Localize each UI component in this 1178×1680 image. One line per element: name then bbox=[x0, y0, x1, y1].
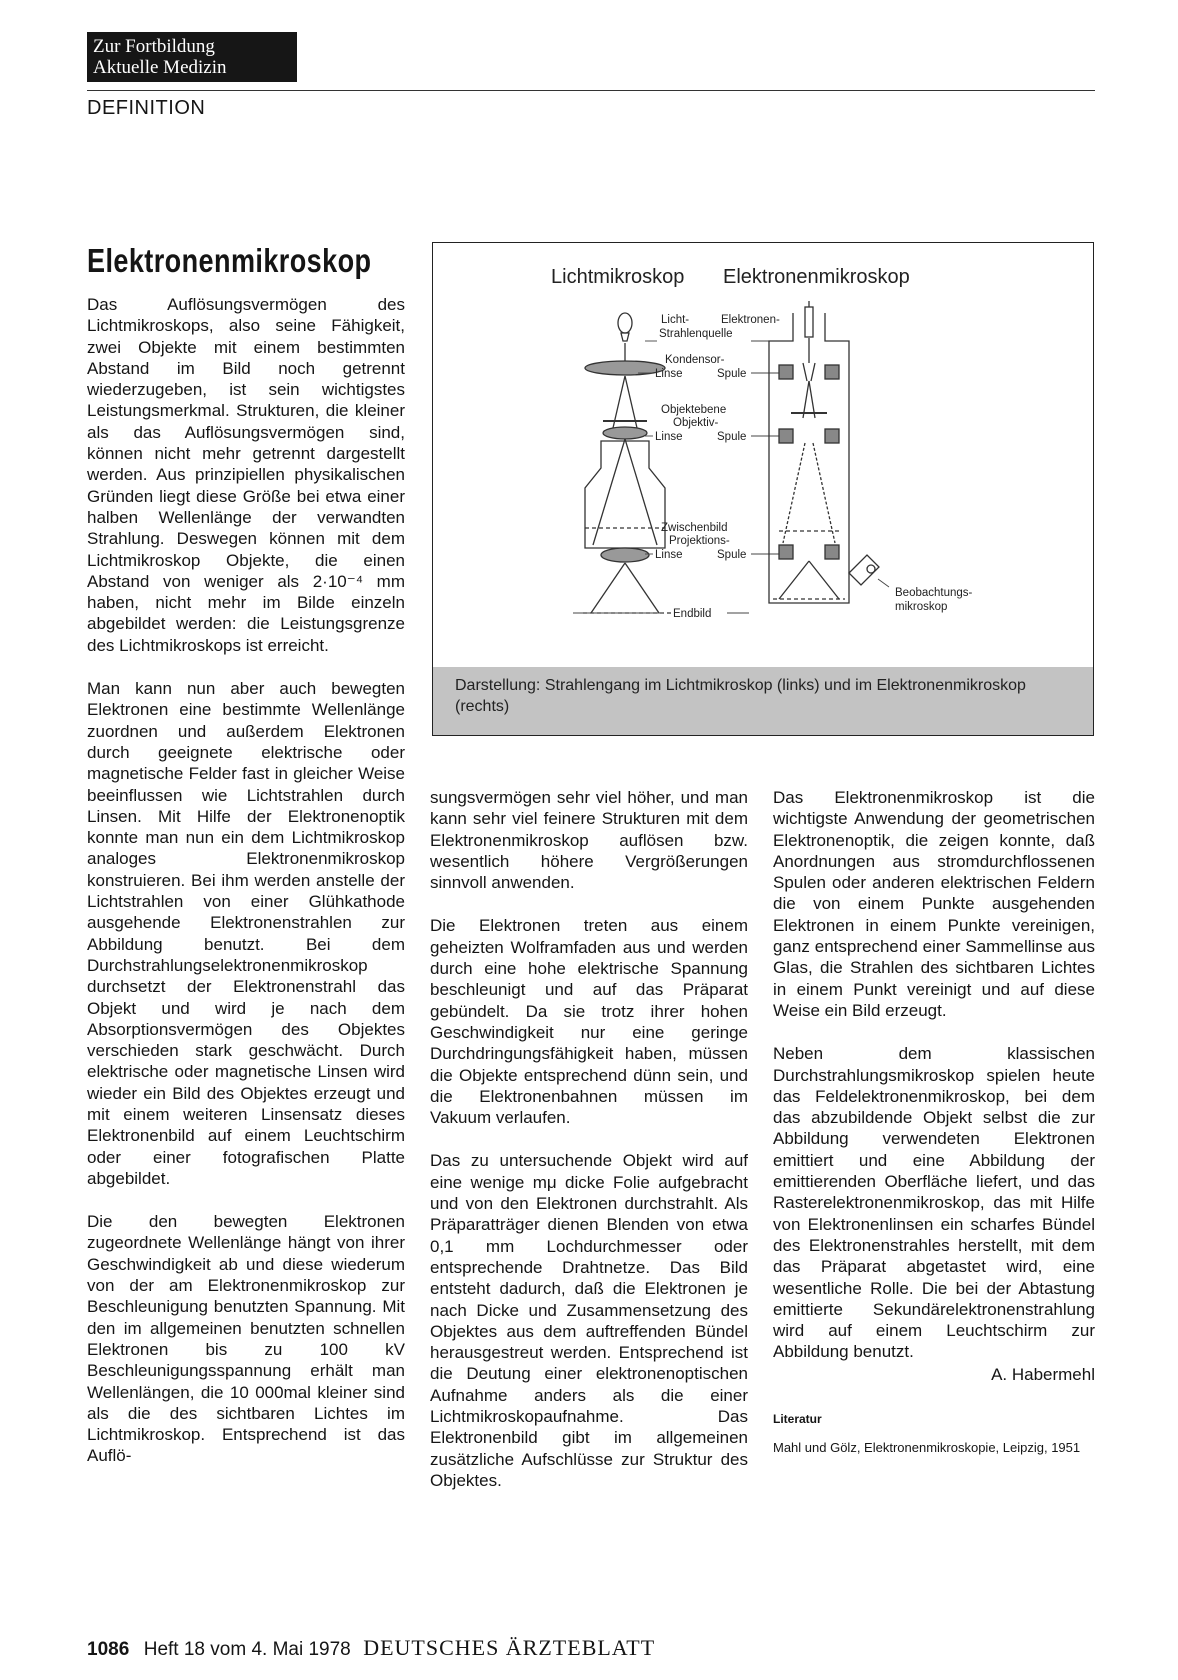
light-bulb-icon bbox=[618, 313, 632, 333]
label-final-image: Endbild bbox=[673, 608, 712, 620]
label-projection: Projektions- bbox=[669, 535, 730, 547]
label-condensor-lens: Linse bbox=[655, 368, 683, 380]
electron-ray bbox=[779, 561, 809, 599]
issue-info: Heft 18 vom 4. Mai 1978 bbox=[143, 1639, 351, 1660]
electron-ray bbox=[809, 561, 839, 599]
page-number: 1086 bbox=[87, 1639, 130, 1660]
light-ray bbox=[625, 563, 659, 613]
label-projection-lens: Linse bbox=[655, 549, 683, 561]
electron-ray bbox=[813, 443, 835, 543]
label-condensor-coil: Spule bbox=[717, 368, 747, 380]
electron-gun bbox=[805, 307, 813, 337]
electron-ray bbox=[783, 443, 805, 543]
figure-caption: Darstellung: Strahlengang im Lichtmikroskop (links) und im Elektronenmikroskop (rechts) bbox=[433, 667, 1093, 735]
label-source-light: Licht- bbox=[661, 314, 690, 326]
paragraph: Das Elektronenmikroskop ist die wichtigste Anwendung der geometrischen Elektronenoptik, die zeigen konnte, daß Anordnungen aus stromdurchflossenen Spulen oder anderen elektrischen Feldern die von einem Punkte ausgehenden Elektronen in einem Punkte vereinigen, ganz entsprechend einer Sammellinse aus Glas, die Strahlen des sichtbaren Lichtes in einem Punkt vereinigt und auf diese Weise ein Bild erzeugt. bbox=[773, 788, 1095, 1020]
header-rule bbox=[87, 90, 1095, 91]
literature-heading: Literatur bbox=[773, 1412, 822, 1427]
label-objective-coil: Spule bbox=[717, 431, 747, 443]
electron-ray bbox=[803, 363, 807, 381]
right-column bbox=[773, 787, 1095, 1456]
microscope-diagram bbox=[433, 243, 1095, 669]
paragraph: Man kann nun aber auch bewegten Elektronen eine bestimmte Wellenlänge zuordnen und außerdem Elektronen durch geeignete elektrische oder magnetische Felder fast in gleicher Weise beeinflussen wie Lichtstrahlen durch Linsen. Mit Hilfe der Elektronenoptik konnte man nun ein dem Lichtmikroskop analoges Elektronenmikroskop konstruieren. Bei ihm werden anstelle der Lichtstrahlen von einer Glühkathode ausgehende Elektronenstrahlen zur Abbildung benutzt. Bei dem Durchstrahlungselektronenmikroskop durchsetzt der Elektronenstrahl das Objekt und wird je nach dem Absorptionsvermögen des Objektes verschieden stark geschwächt. Durch elektrische oder magnetische Linsen wird wieder ein Bild des Objektes erzeugt und mit einem weiteren Linsensatz dieses Elektronenbild auf einem Leuchtschirm oder einer fotografischen Platte abgebildet. bbox=[87, 679, 405, 1188]
label-source-electron: Elektronen- bbox=[721, 314, 780, 326]
condensor-coil-right bbox=[825, 365, 839, 379]
middle-column bbox=[430, 787, 748, 1491]
label-source: Strahlenquelle bbox=[659, 328, 733, 340]
paragraph: Die den bewegten Elektronen zugeordnete Wellenlänge hängt von ihrer Geschwindigkeit ab und diese wiederum von der am Elektronenmikroskop zur Beschleunigung benutzten Spannung. Mit den im allgemeinen benutzten schnellen Elektronen bis zu 100 kV Beschleunigungsspannung erhält man Wellenlängen, die 10 000mal kleiner sind als die des sichtbaren Lichtes im Lichtmikroskop. Entsprechend ist das Auflö- bbox=[87, 1212, 405, 1466]
figure bbox=[432, 242, 1094, 736]
literature-entry: Mahl und Gölz, Elektronenmikroskopie, Leipzig, 1951 bbox=[773, 1440, 1081, 1456]
paragraph: Das zu untersuchende Objekt wird auf eine wenige mμ dicke Folie aufgebracht und von den Elektronen durchstrahlt. Als Präparatträger dienen Blenden von etwa 0,1 mm Lochdurchmesser oder entsprechende Drahtnetze. Das Bild entsteht dadurch, daß die Elektronen je nach Dicke und Zusammensetzung des Objektes aus dem auftreffenden Bündel herausgestreut werden. Entsprechend ist die Deutung einer elektronenoptischen Aufnahme anders als die einer Lichtmikroskopaufnahme. Das Elektronenbild gibt im allgemeinen zusätzliche Aufschlüsse zur Struktur des Objektes. bbox=[430, 1151, 748, 1490]
light-ray bbox=[625, 439, 657, 545]
section-label-line1: Zur Fortbildung bbox=[93, 36, 215, 57]
paragraph: Neben dem klassischen Durchstrahlungsmikroskop spielen heute das Feldelektronenmikroskop, bei dem das abzubildende Objekt selbst die zur Abbildung verwendeten Elektronen emittiert und eine Abbildung der emittierenden Oberfläche liefert, und das Rasterelektronenmikroskop, das mit Hilfe von Elektronenlinsen ein scharfes Bündel des Elektronenstrahles herstellt, mit dem das Präparat abgetastet wird, eine wesentliche Rolle. Die bei der Abtastung emittierte Sekundärelektronenstrahlung wird auf einem Leuchtschirm zur Abbildung benutzt. bbox=[773, 1044, 1095, 1362]
page-footer bbox=[87, 1635, 655, 1661]
label-condensor: Kondensor- bbox=[665, 354, 725, 366]
objective-lens-light bbox=[603, 427, 647, 439]
figure-title-electron: Elektronenmikroskop bbox=[723, 266, 910, 288]
paragraph: Die Elektronen treten aus einem geheizten Wolframfaden aus und werden durch eine hohe elektrische Spannung beschleunigt und auf das Präparat gebündelt. Da sie trotz ihrer hohen Geschwindigkeit nur eine geringe Durchdringungsfähigkeit haben, müssen die Objekte entsprechend dünn sein, und die Elektronenbahnen müssen im Vakuum verlaufen. bbox=[430, 916, 748, 1128]
light-ray bbox=[593, 439, 625, 545]
label-object-plane: Objektebene bbox=[661, 404, 727, 416]
figure-title-light: Lichtmikroskop bbox=[551, 266, 685, 288]
label-observation-microscope: mikroskop bbox=[895, 601, 948, 613]
label-objective-lens: Linse bbox=[655, 431, 683, 443]
objective-coil-right bbox=[825, 429, 839, 443]
projection-lens-light bbox=[601, 548, 649, 562]
journal-name: DEUTSCHES ÄRZTEBLATT bbox=[363, 1635, 656, 1660]
observation-eyepiece bbox=[867, 565, 875, 573]
objective-coil-left bbox=[779, 429, 793, 443]
label-objective: Objektiv- bbox=[673, 417, 719, 429]
leader-lines bbox=[573, 341, 889, 613]
left-column bbox=[87, 294, 405, 1467]
paragraph: sungsvermögen sehr viel höher, und man kann sehr viel feinere Strukturen mit dem Elektronenmikroskop auflösen bzw. wesentlich höhere Vergrößerungen sinnvoll anwenden. bbox=[430, 788, 748, 893]
category-label: DEFINITION bbox=[87, 97, 206, 119]
author-signature: A. Habermehl bbox=[991, 1364, 1095, 1384]
label-intermediate-image: Zwischenbild bbox=[661, 522, 728, 534]
light-microscope-drawing bbox=[583, 313, 673, 613]
section-badge bbox=[87, 32, 297, 82]
label-projection-coil: Spule bbox=[717, 549, 747, 561]
section-label-line2: Aktuelle Medizin bbox=[93, 57, 227, 78]
article-title: Elektronenmikroskop bbox=[87, 242, 372, 279]
projection-coil-left bbox=[779, 545, 793, 559]
electron-ray bbox=[811, 363, 815, 381]
electron-microscope-drawing bbox=[769, 301, 879, 603]
bulb-base bbox=[621, 333, 629, 341]
condensor-coil-left bbox=[779, 365, 793, 379]
light-ray bbox=[591, 563, 625, 613]
label-observation: Beobachtungs- bbox=[895, 587, 973, 599]
projection-coil-right bbox=[825, 545, 839, 559]
paragraph: Das Auflösungsvermögen des Lichtmikroskops, also seine Fähigkeit, zwei Objekte mit einem bestimmten Abstand im Bild noch getrennt wiederzugeben, ist sein wichtigstes Leistungsmerkmal. Strukturen, die kleiner als das Auflösungsvermögen sind, können nicht mehr getrennt dargestellt werden. Aus prinzipiellen physikalischen Gründen liegt diese Größe bei etwa einer halben Wellenlänge der verwandten Strahlung. Deswegen können mit dem Lichtmikroskop Objekte, die einen Abstand von weniger als 2·10⁻⁴ mm haben, nicht mehr im Bilde einzeln abgebildet werden: die Leistungsgrenze des Lichtmikroskops ist erreicht. bbox=[87, 295, 405, 655]
